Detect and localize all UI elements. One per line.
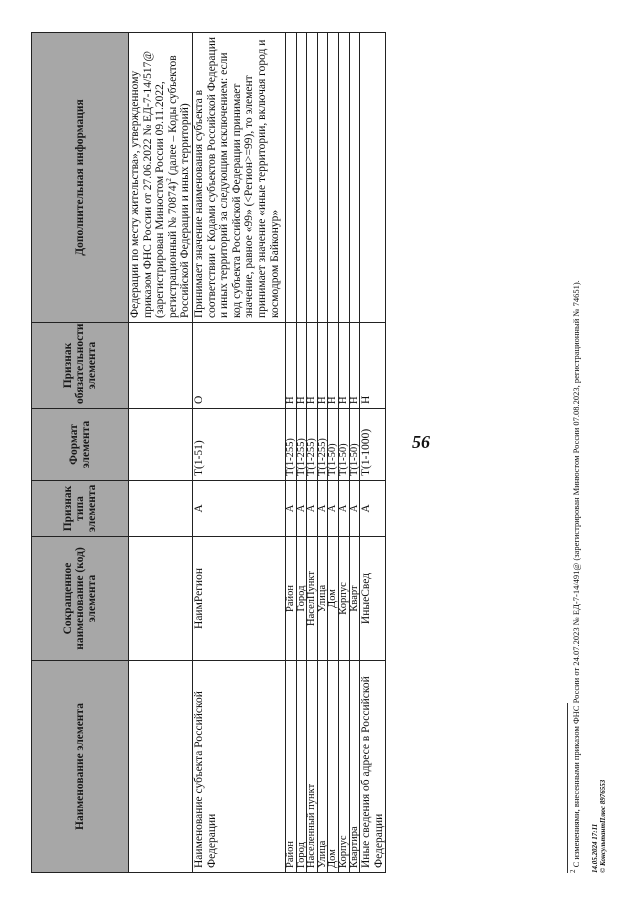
header-name: Наименование элемента xyxy=(32,661,129,873)
cell-type: А xyxy=(285,481,296,537)
table-row xyxy=(328,33,339,873)
table-row xyxy=(349,33,360,873)
footnote-separator xyxy=(567,703,568,873)
cell-name: Город xyxy=(296,661,307,873)
cell-code: НаимРегион xyxy=(192,537,285,661)
cell-type xyxy=(129,481,193,537)
cell-type: А xyxy=(338,481,349,537)
table-row xyxy=(317,33,328,873)
stamp-date: 14.05.2024 17:11 xyxy=(591,823,599,873)
cell-required: Н xyxy=(285,323,296,409)
cell-format: T(1-255) xyxy=(317,409,328,481)
cell-format: T(1-1000) xyxy=(360,409,386,481)
table-row xyxy=(307,33,318,873)
page-number: 56 xyxy=(412,432,430,452)
stamp-source: © КонсультантПлюс 8976553 xyxy=(599,779,607,873)
info-text: Федерации по месту жительства», утвержденному приказом ФНС России от 27.06.2022 № ЕД-7-14/517@ (зарегистрирован Минюстом России 09.11.2022, регистрационный № 70874) xyxy=(129,51,179,318)
cell-info xyxy=(328,33,339,323)
cell-format: T(1-50) xyxy=(349,409,360,481)
cell-code: Район xyxy=(285,537,296,661)
cell-format: T(1-51) xyxy=(192,409,285,481)
footnote-mark: 2 xyxy=(569,869,578,873)
header-info: Дополнительная информация xyxy=(32,33,129,323)
table-row xyxy=(129,33,193,873)
cell-type: А xyxy=(349,481,360,537)
cell-type: А xyxy=(317,481,328,537)
cell-format: T(1-255) xyxy=(307,409,318,481)
header-code: Сокращенное наименование (код) элемента xyxy=(32,537,129,661)
rotated-page xyxy=(31,33,613,873)
cell-required: Н xyxy=(317,323,328,409)
cell-info xyxy=(285,33,296,323)
cell-info xyxy=(360,33,386,323)
cell-required: Н xyxy=(307,323,318,409)
cell-name: Квартира xyxy=(349,661,360,873)
cell-code: Кварт xyxy=(349,537,360,661)
cell-format xyxy=(129,409,193,481)
cell-name: Улица xyxy=(317,661,328,873)
cell-type: А xyxy=(360,481,386,537)
footnote-ref: 2 xyxy=(164,178,173,182)
cell-type: А xyxy=(328,481,339,537)
cell-name: Населенный пункт xyxy=(307,661,318,873)
cell-code: ИныеСвед xyxy=(360,537,386,661)
cell-info xyxy=(317,33,328,323)
table-row xyxy=(296,33,307,873)
cell-format: T(1-255) xyxy=(285,409,296,481)
table-row xyxy=(360,33,386,873)
cell-code: Дом xyxy=(328,537,339,661)
table-header-row xyxy=(32,33,129,873)
footnote xyxy=(571,113,581,873)
cell-name: Район xyxy=(285,661,296,873)
header-required: Признак обязательности элемента xyxy=(32,323,129,409)
cell-required: О xyxy=(192,323,285,409)
header-type: Признак типа элемента xyxy=(32,481,129,537)
cell-type: А xyxy=(307,481,318,537)
cell-name: Наименование субъекта Российской Федерации xyxy=(192,661,285,873)
cell-info xyxy=(307,33,318,323)
cell-code: Улица xyxy=(317,537,328,661)
cell-code: НаселПункт xyxy=(307,537,318,661)
table-row xyxy=(338,33,349,873)
cell-name: Дом xyxy=(328,661,339,873)
cell-required xyxy=(129,323,193,409)
elements-table xyxy=(31,32,386,873)
cell-required: Н xyxy=(349,323,360,409)
cell-format: T(1-50) xyxy=(338,409,349,481)
print-stamp xyxy=(591,780,607,873)
cell-info xyxy=(338,33,349,323)
cell-required: Н xyxy=(338,323,349,409)
cell-format: T(1-50) xyxy=(328,409,339,481)
cell-info xyxy=(129,33,193,323)
cell-code xyxy=(129,537,193,661)
cell-format: T(1-255) xyxy=(296,409,307,481)
cell-code: Корпус xyxy=(338,537,349,661)
cell-info: Принимает значение наименования субъекта в соответствии с Кодами субъектов Российской Федерации и иных территорий за следующим исключением: если код субъекта Российской Федерации принимает значение, равное «99» (<Регион>=99), то элемент принимает значение «иные территории, включая город и космодром Байконур» xyxy=(192,33,285,323)
cell-code: Город xyxy=(296,537,307,661)
cell-required: Н xyxy=(328,323,339,409)
table-row xyxy=(285,33,296,873)
cell-name: Корпус xyxy=(338,661,349,873)
cell-info xyxy=(349,33,360,323)
cell-required: Н xyxy=(296,323,307,409)
cell-info xyxy=(296,33,307,323)
cell-name xyxy=(129,661,193,873)
info-text-tail: (далее – Коды субъектов Российской Федерации и иных территорий) xyxy=(166,55,192,318)
cell-type: А xyxy=(192,481,285,537)
cell-type: А xyxy=(296,481,307,537)
cell-required: Н xyxy=(360,323,386,409)
header-format: Формат элемента xyxy=(32,409,129,481)
footnote-text: С изменениями, внесенными приказом ФНС России от 24.07.2023 № ЕД-7-14/491@ (зарегистрирован Минюстом России 07.08.2023, регистрационный № 74651). xyxy=(571,280,581,868)
cell-name: Иные сведения об адресе в Российской Федерации xyxy=(360,661,386,873)
table-row xyxy=(192,33,285,873)
